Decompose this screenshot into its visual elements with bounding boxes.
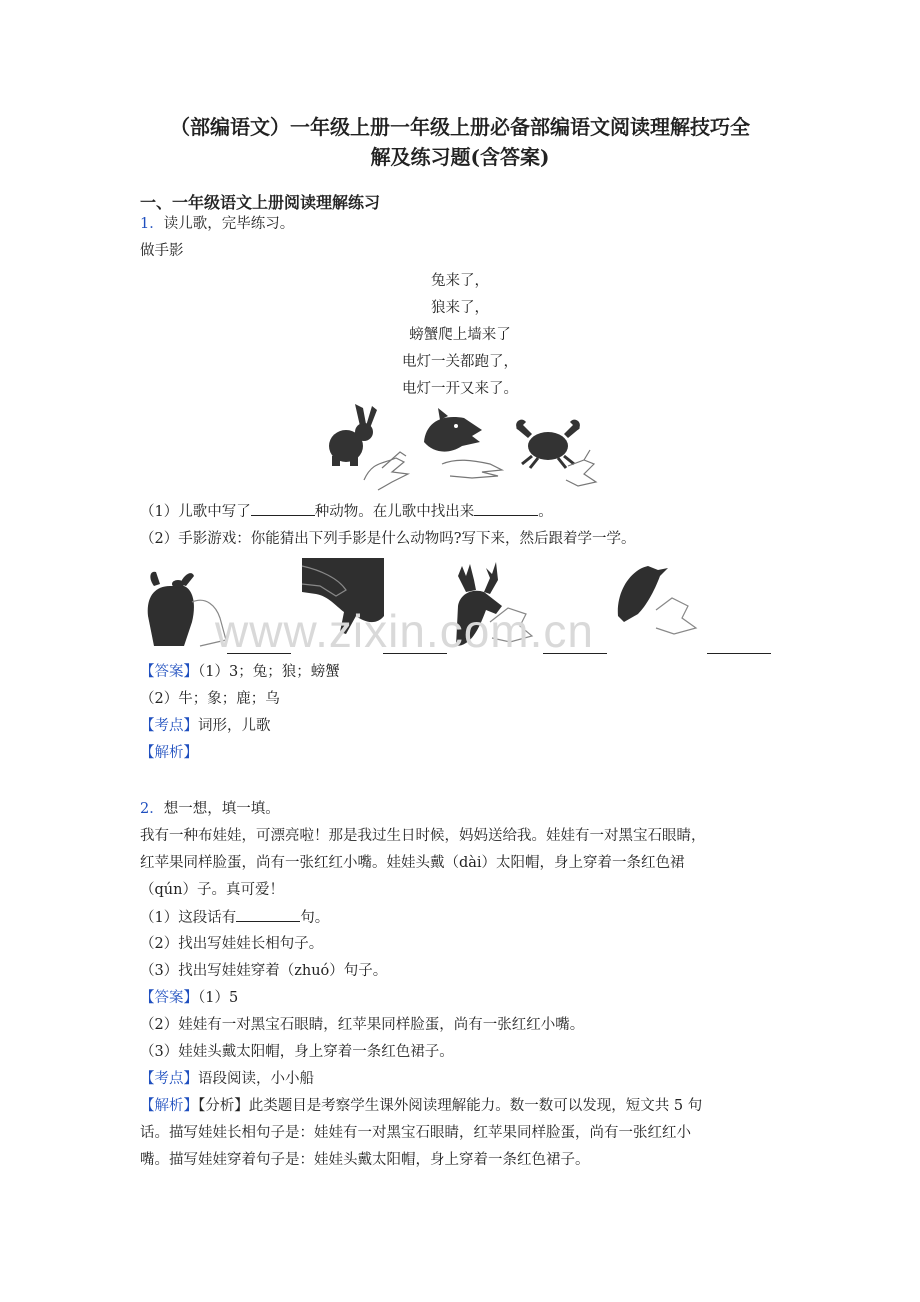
hand-drawing-icon	[566, 450, 596, 486]
q2-sub3: （3）找出写娃娃穿着（zhuó）句子。	[140, 963, 388, 979]
ox-shadow-icon	[148, 572, 194, 646]
q2-prompt: 想一想，填一填。	[163, 801, 280, 817]
q1-answer-1: （1）3；兔；狼；螃蟹	[198, 664, 340, 680]
watermark: www.zixin.com.cn	[215, 605, 594, 657]
answer-tag: 【答案】	[140, 664, 198, 680]
q2-answer-1: （1）5	[198, 990, 239, 1006]
q1-number: 1．	[140, 216, 164, 232]
poem-line: 狼来了，	[431, 300, 489, 316]
poem-title: 做手影	[140, 243, 184, 259]
answer-blank[interactable]	[474, 501, 538, 516]
rabbit-shadow-icon	[329, 404, 377, 466]
jiexi-tag: 【解析】	[140, 1098, 198, 1114]
q2-kaodian	[140, 1069, 314, 1089]
q1-sub1	[140, 501, 553, 522]
q1-sub1-text-b: 种动物。在儿歌中找出来	[314, 504, 475, 520]
hand-shadow-illustration	[322, 402, 602, 494]
q2-answer-3: （3）娃娃头戴太阳帽，身上穿着一条红色裙子。	[140, 1044, 454, 1060]
q1-answer-2: （2）牛；象；鹿；乌	[140, 691, 280, 707]
q1-answer-line1	[140, 662, 340, 682]
q1-sub2: （2）手影游戏：你能猜出下列手影是什么动物吗?写下来，然后跟着学一学。	[140, 531, 636, 547]
jiexi-tag: 【解析】	[140, 745, 198, 761]
crab-shadow-icon	[516, 420, 580, 468]
kaodian-tag: 【考点】	[140, 1071, 198, 1087]
q2-sub1	[140, 907, 329, 928]
q1-prompt: 读儿歌，完毕练习。	[163, 216, 295, 232]
q2-jiexi-text-1: 【分析】此类题目是考察学生课外阅读理解能力。数一数可以发现，短文共 5 句	[198, 1098, 703, 1114]
doc-title-line2: 解及练习题(含答案)	[370, 145, 550, 169]
q2-number: 2．	[140, 801, 164, 817]
q2-passage-line: 红苹果同样脸蛋，尚有一张红红小嘴。娃娃头戴（dài）太阳帽，身上穿着一条红色裙	[140, 855, 685, 871]
q1-kaodian-text: 词形，儿歌	[198, 718, 271, 734]
q2-prompt-line	[140, 799, 280, 819]
hand-drawing-icon	[656, 598, 696, 634]
crow-shadow-icon	[618, 566, 668, 622]
kaodian-tag: 【考点】	[140, 718, 198, 734]
answer-blank[interactable]	[251, 501, 315, 516]
q2-jiexi-line1	[140, 1096, 702, 1116]
q1-kaodian	[140, 716, 271, 736]
q2-answer-2: （2）娃娃有一对黑宝石眼睛，红苹果同样脸蛋，尚有一张红红小嘴。	[140, 1017, 585, 1033]
poem-line: 电灯一关都跑了，	[402, 354, 518, 370]
q1-jiexi	[140, 743, 198, 763]
q2-sub1-text-a: （1）这段话有	[140, 910, 237, 926]
q1-prompt-line	[140, 214, 294, 234]
answer-blank[interactable]	[236, 907, 300, 922]
wolf-shadow-icon	[424, 408, 482, 452]
q2-passage-line: 我有一种布娃娃，可漂亮啦！那是我过生日时候，妈妈送给我。娃娃有一对黑宝石眼睛，	[140, 828, 706, 844]
section-heading: 一、一年级语文上册阅读理解练习	[140, 193, 381, 212]
poem-line: 电灯一开又来了。	[402, 381, 518, 397]
answer-blank[interactable]	[707, 652, 771, 654]
q2-jiexi-line3: 嘴。描写娃娃穿着句子是：娃娃头戴太阳帽，身上穿着一条红色裙子。	[140, 1152, 590, 1168]
q1-sub1-text-c: 。	[538, 504, 553, 520]
hand-drawing-icon	[442, 460, 502, 478]
q2-passage-line: （qún）子。真可爱！	[140, 882, 284, 898]
poem-line: 螃蟹爬上墙来了	[409, 327, 511, 343]
q2-kaodian-text: 语段阅读，小小船	[198, 1071, 314, 1087]
q1-sub1-text-a: （1）儿歌中写了	[140, 504, 251, 520]
q2-jiexi-line2: 话。描写娃娃长相句子是：娃娃有一对黑宝石眼睛，红苹果同样脸蛋，尚有一张红红小	[140, 1125, 691, 1141]
poem-line: 兔来了，	[431, 273, 489, 289]
q2-sub1-text-b: 句。	[300, 910, 330, 926]
q2-sub2: （2）找出写娃娃长相句子。	[140, 936, 324, 952]
doc-title-line1: （部编语文）一年级上册一年级上册必备部编语文阅读理解技巧全	[170, 115, 750, 139]
hand-drawing-icon	[364, 452, 408, 490]
answer-tag: 【答案】	[140, 990, 198, 1006]
q2-answer-line1	[140, 988, 238, 1008]
